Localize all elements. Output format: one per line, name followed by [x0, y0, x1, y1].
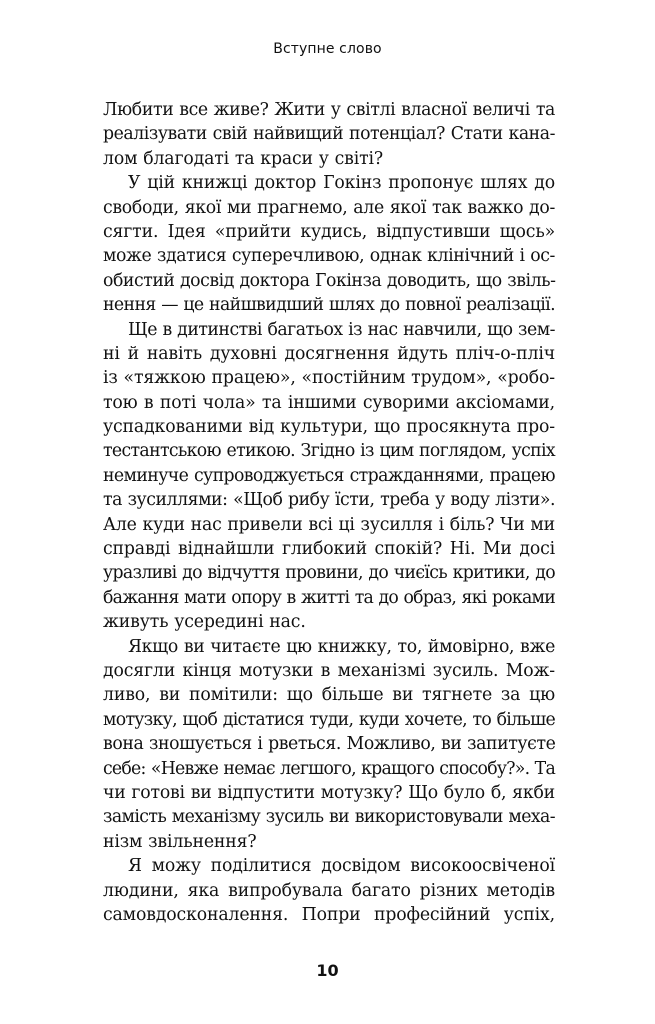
body-text — [103, 98, 555, 927]
text-line: бажання мати опору в житті та до образ, які роками — [103, 587, 555, 608]
text-line: ні й навіть духовні досягнення йдуть пліч-о-пліч — [103, 343, 555, 364]
text-line: справді віднайшли глибокий спокій? Ні. Ми досі — [103, 539, 555, 560]
text-line: неминуче супроводжується стражданнями, працею — [103, 465, 555, 486]
text-line: успадкованими від культури, що просякнута про- — [103, 417, 555, 438]
text-line: Але куди нас привели всі ці зусилля і біль? Чи ми — [103, 514, 555, 535]
text-line: уразливі до відчуття провини, до чиєїсь критики, до — [103, 563, 555, 584]
text-line: Я можу поділитися досвідом високоосвіченої — [128, 856, 555, 877]
text-line: обистий досвід доктора Гокінза доводить, що звіль- — [103, 270, 556, 291]
text-line: самовдосконалення. Попри професійний успіх, — [103, 904, 555, 925]
text-line: досягли кінця мотузки в механізмі зусиль. Мож- — [103, 660, 555, 681]
text-line: Любити все живе? Жити у світлі власної величі та — [103, 100, 555, 120]
paragraph-4 — [103, 635, 555, 855]
text-line: тою в поті чола» та іншими суворими аксіомами, — [103, 392, 555, 413]
page-number: 10 — [316, 961, 339, 980]
text-line: замість механізму зусиль ви використовували меха- — [103, 807, 555, 828]
text-line: людини, яка випробувала багато різних методів — [103, 880, 555, 901]
text-line: У цій книжці доктор Гокінз пропонує шлях до — [128, 173, 555, 194]
text-line: себе: «Невже немає легшого, кращого способу?». Та — [103, 758, 555, 779]
text-line: може здатися суперечливою, однак клінічний і ос- — [103, 246, 555, 267]
text-line: реалізувати свій найвищий потенціал? Стати кана- — [103, 124, 555, 145]
text-line: ливо, ви помітили: що більше ви тягнете за цю — [103, 685, 555, 706]
text-line: вона зношується і рветься. Можливо, ви запитуєте — [103, 734, 556, 755]
text-line: тестантською етикою. Згідно із цим поглядом, успіх — [103, 441, 555, 462]
text-line: чи готові ви відпустити мотузку? Що було б, якби — [103, 782, 555, 803]
text-line: свободи, якої ми прагнемо, але якої так важко до- — [103, 197, 555, 218]
text-line: нення — це найшвидший шлях до повної реалізації. — [103, 295, 555, 316]
text-line: Ще в дитинстві багатьох із нас навчили, що зем- — [128, 319, 555, 340]
text-line: із «тяжкою працею», «постійним трудом», «робо- — [103, 368, 555, 389]
running-head-title: Вступне слово — [273, 41, 382, 57]
paragraph-1 — [103, 98, 555, 171]
text-line: мотузку, щоб дістатися туди, куди хочете, то більше — [103, 709, 555, 730]
text-line: Якщо ви читаєте цю книжку, то, ймовірно, вже — [128, 636, 555, 657]
paragraph-2 — [103, 171, 555, 317]
text-line: сягти. Ідея «прийти кудись, відпустивши щось» — [103, 221, 555, 242]
paragraph-3 — [103, 318, 555, 635]
text-line: нізм звільнення? — [103, 831, 257, 852]
text-line: живуть усередині нас. — [103, 612, 306, 633]
text-line: та зусиллями: «Щоб рибу їсти, треба у воду лізти». — [103, 490, 555, 511]
paragraph-5 — [103, 854, 555, 927]
text-line: лом благодаті та краси у світі? — [103, 148, 383, 169]
